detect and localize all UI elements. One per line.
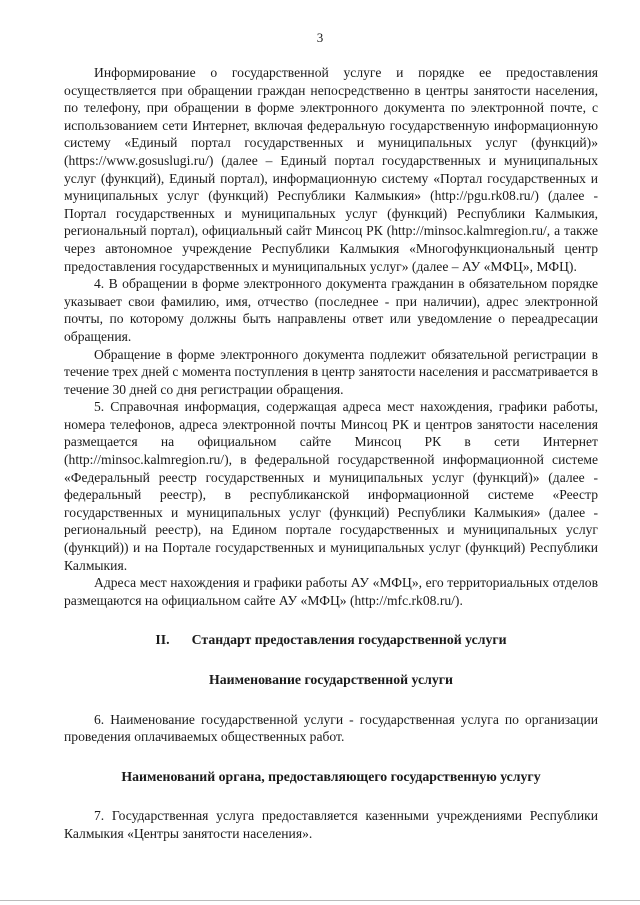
- subsection-heading-service-name: Наименование государственной услуги: [209, 672, 453, 687]
- section-heading: [64, 631, 598, 649]
- paragraph-registration: Обращение в форме электронного документа подлежит обязательной регистрации в течение трех дней с момента поступления в центр занятости населения и рассматривается в течение 30 дней со дня регистрации обращения.: [64, 346, 598, 397]
- subsection-heading-authority: Наименований органа, предоставляющего государственную услугу: [121, 768, 541, 784]
- paragraph-item-5: 5. Справочная информация, содержащая адреса мест нахождения, графики работы, номера телефонов, адреса электронной почты Минсоц РК и центров занятости населения размещается на официальном сайте Минсоц РК в сети Интернет (http://minsoc.kalmregion.ru/), в федеральной государственной информационной системе «Федеральный реестр государственных и муниципальных услуг (функций)» (далее - федеральный реестр), в республиканской информационной системе «Реестр государственных и муниципальных услуг (функций) Республики Калмыкия» (далее - региональный реестр), на Едином портале государственных и муниципальных услуг (функций)) и на Портале государственных и муниципальных услуг (функций) Республики Калмыкия.: [64, 399, 598, 573]
- paragraph-item-7: 7. Государственная услуга предоставляется казенными учреждениями Республики Калмыкия «Центры занятости населения».: [64, 808, 598, 841]
- document-body: [64, 64, 598, 843]
- paragraph-item-6: 6. Наименование государственной услуги - государственная услуга по организации проведения оплачиваемых общественных работ.: [64, 711, 598, 745]
- page-number: 3: [316, 30, 324, 45]
- paragraph-item-4: 4. В обращении в форме электронного документа гражданин в обязательном порядке указывает свои фамилию, имя, отчество (последнее - при наличии), адрес электронной почты, по которому должны быть направлены ответ или уведомление о переадресации обращения.: [64, 276, 598, 344]
- section-number: II.: [155, 632, 170, 648]
- paragraph-informing: Информирование о государственной услуге и порядке ее предоставления осуществляется при обращении граждан непосредственно в центры занятости населения, по телефону, при обращении в форме электронного документа по электронной почте, с использованием сети Интернет, включая федеральную государственную информационную систему «Единый портал государственных и муниципальных услуг (функций)» (https://www.gosuslugi.ru/) (далее – Единый портал государственных и муниципальных услуг (функций), Единый портал), информационную систему «Портал государственных и муниципальных услуг (функций) Республики Калмыкия» (http://pgu.rk08.ru/) (далее - Портал государственных и муниципальных услуг (функций) Республики Калмыкия, региональный портал), официальный сайт Минсоц РК (http://minsoc.kalmregion.ru/, а также через автономное учреждение Республики Калмыкия «Многофункциональный центр предоставления государственных и муниципальных услуг» (далее – АУ «МФЦ», МФЦ).: [64, 65, 598, 274]
- page-bottom-edge: [0, 900, 640, 901]
- paragraph-mfc-addresses: Адреса мест нахождения и графики работы АУ «МФЦ», его территориальных отделов размещаются на официальном сайте АУ «МФЦ» (http://mfc.rk08.ru/).: [64, 575, 598, 608]
- section-title: Стандарт предоставления государственной услуги: [191, 632, 507, 648]
